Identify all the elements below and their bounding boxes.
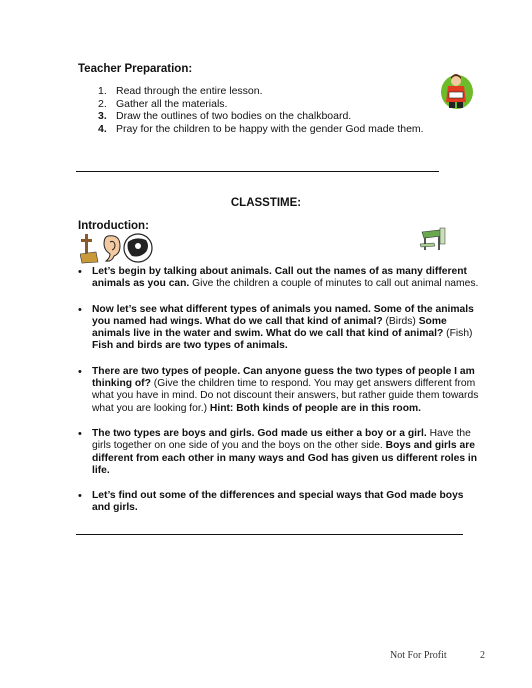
school-desk-icon [418,226,448,254]
bullet-bold-text: There are two types of people. Can anyone guess the two types of people I am thinking of? [92,365,475,390]
footer-note: Not For Profit [390,650,447,661]
bullet-bold-text: Hint: Both kinds of people are in this room. [209,402,421,414]
bullet-bold-text: Some animals live in the water and swim. What do we call that kind of animal? [92,315,447,340]
intro-bullet [78,428,483,477]
bullet-text: Have the girls together on one side of you and the boys on the other side. [92,427,471,452]
bullet-text: (Fish) [443,328,473,340]
prep-item [98,110,424,123]
intro-bullet [78,304,483,353]
intro-bullet [78,490,483,515]
bullet-bold-text: Boys and girls are different from each other in many ways and God has given us different roles in life. [92,440,478,476]
prep-item [98,98,424,111]
intro-bullet [78,266,483,291]
bottom-divider [76,534,463,535]
prep-item [98,123,424,136]
bullet-text: (Birds) [382,315,419,327]
bullet-text: Give the children a couple of minutes to call out animal names. [189,278,479,290]
prep-item-number: 3. [98,110,107,122]
prep-item-text: Gather all the materials. [116,97,228,110]
intro-icons [80,232,156,264]
prep-item-number: 4. [98,122,107,135]
bullet-bold-text: Now let’s see what different types of animals you named. Some of the animals you named had wings. What do we call that kind of animal? [92,303,474,327]
ear-icon [104,236,120,261]
teacher-reading-icon [440,72,474,110]
prep-item-text: Draw the outlines of two bodies on the chalkboard. [116,110,352,122]
prep-item-number: 1. [98,85,107,97]
head-thinking-icon [124,234,152,262]
introduction-heading: Introduction: [78,220,149,232]
bullet-bold-text: Let’s find out some of the differences and special ways that God made boys and girls. [92,490,464,514]
intro-bullet [78,366,483,415]
page-number: 2 [480,650,485,661]
introduction-bullet-list [78,266,483,528]
bullet-bold-text: Let’s begin by talking about animals. Call out the names of as many different animals as you can. [92,266,467,290]
teacher-prep-list [98,85,424,135]
classtime-heading: CLASSTIME: [230,197,302,209]
bullet-bold-text: Fish and birds are two types of animals. [92,340,288,352]
prep-item-text: Read through the entire lesson. [116,85,263,97]
prep-item [98,85,424,98]
teacher-prep-title: Teacher Preparation: [78,63,193,75]
section-divider [76,171,439,172]
bullet-bold-text: The two types are boys and girls. God made us either a boy or a girl. [92,427,427,439]
cross-bible-icon [80,234,98,263]
prep-item-number: 2. [98,97,107,110]
prep-item-text: Pray for the children to be happy with the gender God made them. [116,122,424,135]
bullet-text: (Give the children time to respond. You may get answers different from what you have in mind. Do not discount their answers, but rather guide them towards what you are looking for.) [92,378,479,414]
